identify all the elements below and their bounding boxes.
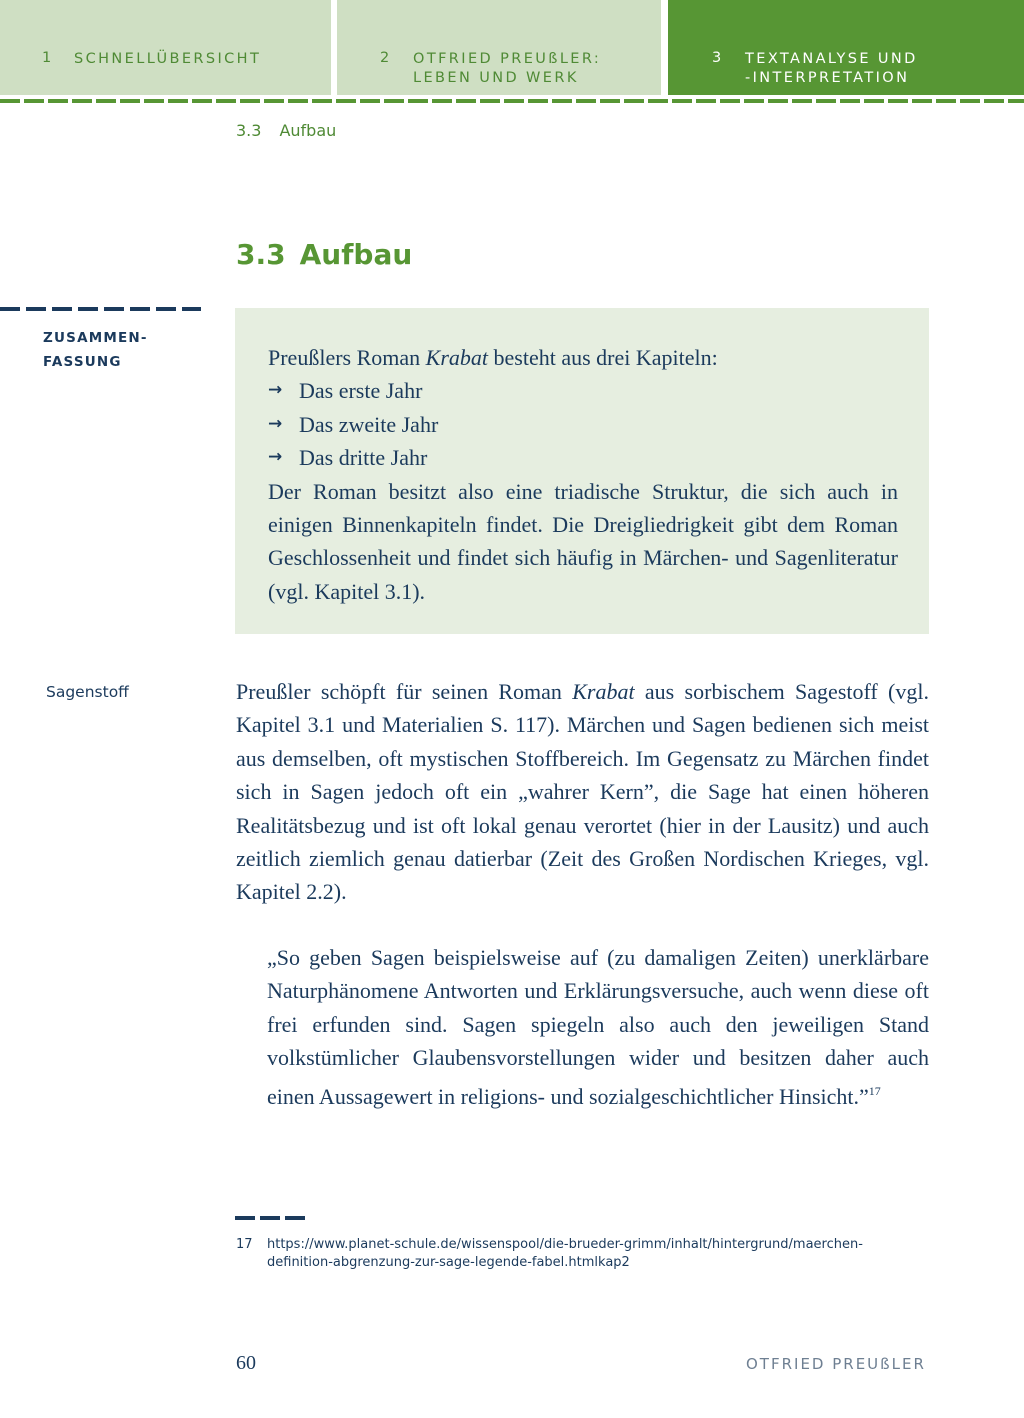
margin-label-zusammenfassung <box>43 326 148 374</box>
list-item <box>268 441 898 474</box>
header-dashed-divider <box>0 99 1024 103</box>
tab-label: SCHNELLÜBERSICHT <box>74 51 262 67</box>
tab-label-line1: OTFRIED PREUßLER: <box>413 51 602 67</box>
margin-label-line2: FASSUNG <box>43 354 122 370</box>
summary-intro <box>268 341 898 374</box>
chapter-title <box>236 238 412 271</box>
tab-number: 2 <box>380 50 392 66</box>
list-item-text: Das zweite Jahr <box>299 411 439 437</box>
chapter-tabs <box>0 0 1024 95</box>
list-item-text: Das erste Jahr <box>299 378 423 404</box>
footnote-divider <box>235 1216 305 1220</box>
tab-label <box>413 50 601 88</box>
page-number: 60 <box>236 1352 256 1374</box>
tab-leben-und-werk[interactable] <box>337 0 661 95</box>
footnote-link[interactable]: https://www.planet-schule.de/wissenspool/die-brueder-grimm/inhalt/hintergrund/maerchen-definition-abgrenzung-zur-sage-legende-fabel.htmlkap2 <box>267 1237 863 1270</box>
intro-text: besteht aus drei Kapiteln: <box>488 345 718 370</box>
footer-author: OTFRIED PREUßLER <box>746 1355 926 1373</box>
footnote-ref[interactable]: 17 <box>868 1083 881 1098</box>
tab-label-line2: -INTERPRETATION <box>745 70 910 86</box>
arrow-right-icon: → <box>268 447 283 468</box>
tab-label-line1: TEXTANALYSE UND <box>745 51 918 67</box>
tab-label <box>745 50 918 88</box>
footnote <box>236 1236 927 1272</box>
quote-text: „So geben Sagen beispielsweise auf (zu damaligen Zeiten) unerklärbare Naturphänomene Antworten und Erklärungsversuche, auch wenn diese oft frei erfunden sind. Sagen spiegeln also auch den jeweiligen Stand volkstümlicher Glaubensvorstellungen wider und besitzen daher auch einen Aussagewert in religions- und sozialgeschichtlicher Hinsicht.” <box>267 945 929 1109</box>
block-quote <box>267 941 929 1113</box>
intro-text: Preußlers Roman <box>268 345 426 370</box>
paragraph-text: aus sorbischem Sagestoff (vgl. Kapitel 3.1 und Materialien S. 117). Märchen und Sagen bedienen sich meist aus demselben, oft mystischen Stoffbereich. Im Gegensatz zu Märchen findet sich in Sagen jedoch oft ein „wahrer Kern”, die Sage hat einen höheren Realitätsbezug und ist oft lokal genau verortet (hier in der Lausitz) und auch zeitlich ziemlich genau datierbar (Zeit des Großen Nordischen Krieges, vgl. Kapitel 2.2). <box>236 679 929 905</box>
margin-label-line1: ZUSAMMEN- <box>43 330 148 346</box>
summary-box <box>235 308 929 634</box>
arrow-right-icon: → <box>268 413 283 434</box>
margin-dashed-divider <box>0 307 201 311</box>
footnote-number: 17 <box>236 1237 253 1252</box>
list-item <box>268 408 898 441</box>
list-item <box>268 374 898 407</box>
running-head-number: 3.3 <box>236 121 262 140</box>
list-item-text: Das dritte Jahr <box>299 445 428 471</box>
tab-label-line2: LEBEN UND WERK <box>413 70 579 86</box>
chapter-title-text: Aufbau <box>299 238 413 271</box>
tab-schnelluebersicht[interactable] <box>0 0 331 95</box>
chapter-number: 3.3 <box>236 238 286 271</box>
book-title: Krabat <box>572 679 635 704</box>
tab-number: 3 <box>712 50 724 66</box>
margin-label-sagenstoff: Sagenstoff <box>46 683 129 701</box>
arrow-right-icon: → <box>268 380 283 401</box>
tab-number: 1 <box>42 50 54 66</box>
book-title: Krabat <box>425 345 489 370</box>
running-head <box>236 121 336 140</box>
running-head-title: Aufbau <box>279 121 337 140</box>
summary-closing: Der Roman besitzt also eine triadische Struktur, die sich auch in einigen Binnenkapiteln findet. Die Dreigliedrigkeit gibt dem Roman Geschlossenheit und findet sich häufig in Märchen- und Sagenliteratur (vgl. Kapitel 3.1). <box>268 478 898 604</box>
paragraph-text: Preußler schöpft für seinen Roman <box>236 679 573 704</box>
body-paragraph <box>236 675 929 909</box>
tab-textanalyse[interactable] <box>668 0 1024 95</box>
summary-content <box>268 341 898 608</box>
